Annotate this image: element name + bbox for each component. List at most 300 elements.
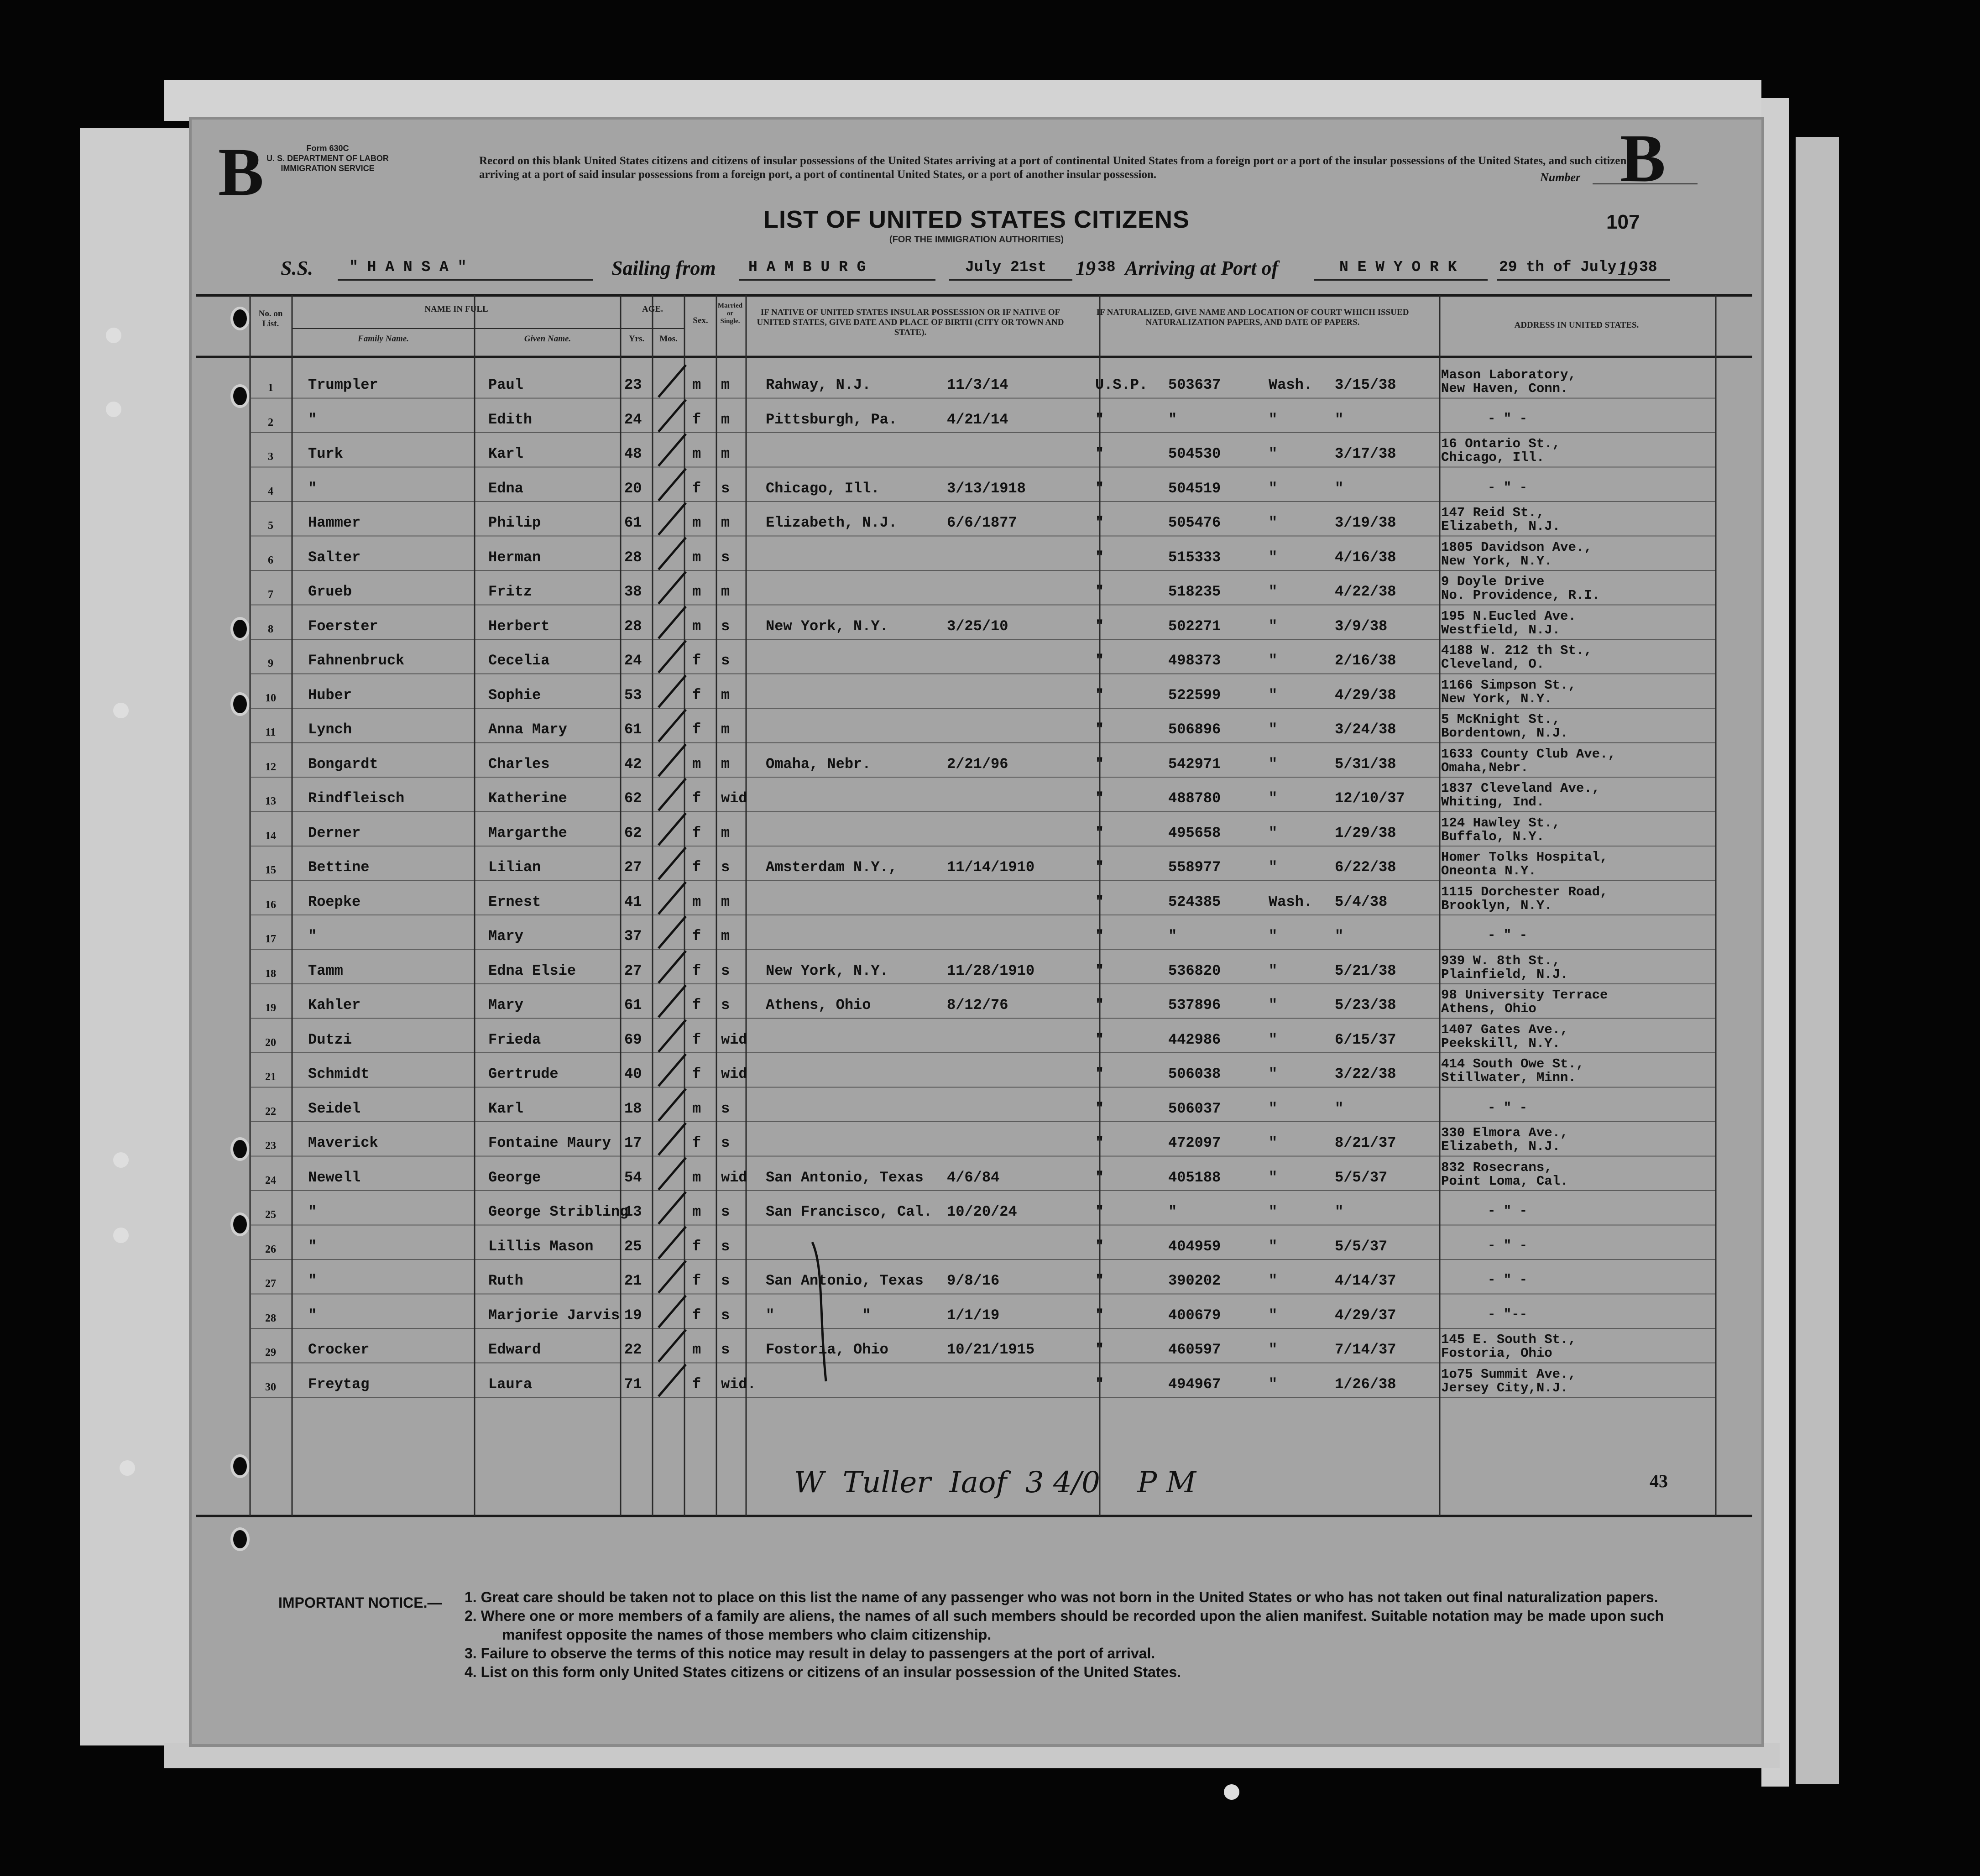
- naturalization-date: 3/17/38: [1335, 445, 1396, 462]
- address-line-1: 330 Elmora Ave.,: [1441, 1125, 1568, 1140]
- row-number: 21: [265, 1071, 276, 1083]
- given-name: Charles: [488, 755, 550, 773]
- family-name: ": [308, 411, 317, 428]
- marital-status: m: [721, 686, 730, 704]
- binder-hole: [120, 1460, 135, 1476]
- court-location: ": [1269, 790, 1278, 807]
- court-location: ": [1269, 445, 1278, 462]
- naturalization-date: 5/31/38: [1335, 755, 1396, 773]
- form-number-text: Form 630C: [306, 144, 349, 153]
- header-given-name: Given Name.: [524, 334, 571, 344]
- court: ": [1095, 686, 1104, 704]
- back-sheet-top: [164, 80, 1761, 121]
- row-number: 13: [265, 795, 276, 807]
- sex: f: [692, 411, 701, 428]
- sailing-date: July 21st: [965, 259, 1047, 276]
- row-number: 19: [265, 1002, 276, 1014]
- naturalization-date: 4/16/38: [1335, 549, 1396, 566]
- punch-hole: [230, 692, 250, 716]
- year-suffix: 38: [1097, 259, 1116, 276]
- court: ": [1095, 997, 1104, 1014]
- marital-status: m: [721, 411, 730, 428]
- court: ": [1095, 549, 1104, 566]
- instructions-text: Record on this blank United States citizens and citizens of insular possessions of the United States arriving at a port of continental United States from a foreign port or a port of the insular possessions of the United States, and such citizens arriving at a port of said insular possessions from a foreign port, a port of continental United States, or a port of another insular possession.: [479, 155, 1631, 181]
- court: ": [1095, 445, 1104, 462]
- birth-date: 10/21/1915: [947, 1341, 1035, 1358]
- address-line-2: - " -: [1488, 1238, 1528, 1253]
- court-location: ": [1269, 962, 1278, 979]
- row-number: 22: [265, 1105, 276, 1118]
- family-name: Turk: [308, 445, 343, 462]
- court-location: Wash.: [1269, 376, 1313, 393]
- binder-hole: [113, 1152, 129, 1168]
- certificate-number: 505476: [1168, 514, 1221, 531]
- birth-place: Fostoria, Ohio: [766, 1341, 888, 1358]
- address-line-1: 832 Rosecrans,: [1441, 1160, 1552, 1175]
- header-age: AGE.: [642, 304, 663, 314]
- marital-status: s: [721, 617, 730, 635]
- court: ": [1095, 824, 1104, 841]
- age-years: 41: [624, 893, 642, 910]
- row-number: 2: [268, 416, 273, 429]
- sex: m: [692, 583, 701, 600]
- court: ": [1095, 1169, 1104, 1186]
- address-line-1: 414 South Owe St.,: [1441, 1056, 1584, 1071]
- address-line-1: 1805 Davidson Ave.,: [1441, 539, 1592, 555]
- row-number: 15: [265, 864, 276, 876]
- court: ": [1095, 893, 1104, 910]
- certificate-number: 522599: [1168, 686, 1221, 704]
- punch-hole: [230, 617, 250, 641]
- certificate-number: 506896: [1168, 721, 1221, 738]
- given-name: Herbert: [488, 617, 550, 635]
- family-name: Dutzi: [308, 1031, 352, 1048]
- certificate-number: 536820: [1168, 962, 1221, 979]
- address-line-2: Oneonta N.Y.: [1441, 863, 1536, 878]
- marital-status: s: [721, 1203, 730, 1220]
- naturalization-date: 5/21/38: [1335, 962, 1396, 979]
- age-years: 19: [624, 1306, 642, 1324]
- certificate-number: 404959: [1168, 1238, 1221, 1255]
- binder-hole: [113, 1228, 129, 1243]
- marital-status: wid: [721, 1066, 747, 1082]
- address-line-2: - "--: [1488, 1306, 1528, 1322]
- binder-hole: [1224, 1784, 1239, 1800]
- notice-item-2a: 2. Where one or more members of a family are aliens, the names of all such members should be recorded upon the alien manifest. Suitable notation may be made upon such: [465, 1608, 1664, 1624]
- birth-place: New York, N.Y.: [766, 962, 888, 979]
- court-location: ": [1269, 1066, 1278, 1082]
- certificate-number: 524385: [1168, 893, 1221, 910]
- naturalization-date: 6/15/37: [1335, 1031, 1396, 1048]
- marital-status: s: [721, 1100, 730, 1117]
- notice-label: IMPORTANT NOTICE.—: [278, 1594, 442, 1611]
- court: U.S.P.: [1095, 376, 1148, 393]
- sailing-underline: [739, 279, 935, 281]
- birth-date: 11/14/1910: [947, 859, 1035, 876]
- marital-status: m: [721, 928, 730, 945]
- row-number: 23: [265, 1140, 276, 1152]
- given-name: Marjorie Jarvis: [488, 1306, 620, 1324]
- age-years: 38: [624, 583, 642, 600]
- naturalization-date: 5/23/38: [1335, 997, 1396, 1014]
- address-line-2: - " -: [1488, 928, 1528, 943]
- certificate-number: 518235: [1168, 583, 1221, 600]
- certificate-number: 515333: [1168, 549, 1221, 566]
- punch-hole: [230, 1454, 250, 1478]
- birth-date: 10/20/24: [947, 1203, 1017, 1220]
- marital-status: s: [721, 1238, 730, 1255]
- naturalization-date: 4/22/38: [1335, 583, 1396, 600]
- family-name: ": [308, 480, 317, 497]
- court-location: ": [1269, 583, 1278, 600]
- court: ": [1095, 859, 1104, 876]
- age-years: 24: [624, 652, 642, 669]
- address-line-1: 124 Hawley St.,: [1441, 815, 1561, 831]
- given-name: Lillis Mason: [488, 1238, 594, 1255]
- family-name: Huber: [308, 686, 352, 704]
- court-location: ": [1269, 721, 1278, 738]
- given-name: Edith: [488, 411, 533, 428]
- sex: f: [692, 480, 701, 497]
- family-name: Derner: [308, 824, 361, 841]
- court-location: ": [1269, 617, 1278, 635]
- marital-status: s: [721, 997, 730, 1014]
- court: ": [1095, 755, 1104, 773]
- age-years: 69: [624, 1031, 642, 1048]
- family-name: Trumpler: [308, 376, 378, 393]
- handwritten-notation: W Tuller Iaof 3 4/0 P M: [794, 1466, 1196, 1500]
- sex: m: [692, 549, 701, 566]
- naturalization-date: 7/14/37: [1335, 1341, 1396, 1358]
- family-name: Bettine: [308, 859, 370, 876]
- naturalization-date: 5/4/38: [1335, 893, 1388, 910]
- sex: f: [692, 1031, 701, 1048]
- header-married-single: Married or Single.: [717, 302, 743, 325]
- arrival-year-prefix: 19: [1618, 257, 1638, 279]
- address-line-2: New Haven, Conn.: [1441, 381, 1568, 396]
- court: ": [1095, 1100, 1104, 1117]
- address-line-2: Point Loma, Cal.: [1441, 1173, 1568, 1189]
- sex: m: [692, 514, 701, 531]
- certificate-number: 472097: [1168, 1134, 1221, 1151]
- certificate-number: 537896: [1168, 997, 1221, 1014]
- family-name: Seidel: [308, 1100, 361, 1117]
- age-years: 27: [624, 962, 642, 979]
- age-years: 25: [624, 1238, 642, 1255]
- marital-status: m: [721, 824, 730, 841]
- naturalization-date: 3/19/38: [1335, 514, 1396, 531]
- birth-date: 3/25/10: [947, 617, 1008, 635]
- court-location: ": [1269, 1306, 1278, 1324]
- address-line-1: 939 W. 8th St.,: [1441, 953, 1561, 968]
- given-name: Karl: [488, 1100, 523, 1117]
- court-location: ": [1269, 480, 1278, 497]
- marital-status: m: [721, 755, 730, 773]
- address-line-2: - " -: [1488, 480, 1528, 495]
- birth-place: Athens, Ohio: [766, 997, 871, 1014]
- naturalization-date: ": [1335, 928, 1344, 945]
- address-line-1: 147 Reid St.,: [1441, 505, 1545, 520]
- given-name: Mary: [488, 928, 523, 945]
- birth-place: Rahway, N.J.: [766, 376, 871, 393]
- marital-status: s: [721, 859, 730, 876]
- court: ": [1095, 1031, 1104, 1048]
- sex: f: [692, 928, 701, 945]
- certificate-number: 460597: [1168, 1341, 1221, 1358]
- court-location: ": [1269, 1169, 1278, 1186]
- court: ": [1095, 411, 1104, 428]
- address-line-1: 16 Ontario St.,: [1441, 436, 1561, 451]
- marital-status: m: [721, 721, 730, 738]
- ship-underline: [338, 279, 593, 281]
- row-number: 11: [265, 726, 276, 738]
- marital-status: s: [721, 652, 730, 669]
- address-line-1: 1837 Cleveland Ave.,: [1441, 781, 1600, 796]
- court-location: ": [1269, 755, 1278, 773]
- given-name: Gertrude: [488, 1066, 559, 1082]
- address-line-1: 1166 Simpson St.,: [1441, 677, 1576, 693]
- sex: f: [692, 652, 701, 669]
- back-sheet-left: [80, 128, 192, 1745]
- age-years: 28: [624, 617, 642, 635]
- family-name: Freytag: [308, 1375, 370, 1393]
- address-line-2: - " -: [1488, 1100, 1528, 1115]
- address-line-1: 145 E. South St.,: [1441, 1332, 1576, 1347]
- court: ": [1095, 1238, 1104, 1255]
- form-number: [255, 143, 401, 173]
- row-number: 17: [265, 933, 276, 945]
- certificate-number: ": [1168, 411, 1177, 428]
- certificate-number: 488780: [1168, 790, 1221, 807]
- age-years: 17: [624, 1134, 642, 1151]
- family-name: ": [308, 1238, 317, 1255]
- address-line-2: - " -: [1488, 1272, 1528, 1287]
- punch-hole: [230, 1527, 250, 1551]
- arrival-port: N E W Y O R K: [1339, 259, 1457, 276]
- address-line-1: 4188 W. 212 th St.,: [1441, 643, 1592, 658]
- row-number: 24: [265, 1174, 276, 1186]
- naturalization-date: 3/24/38: [1335, 721, 1396, 738]
- court-location: ": [1269, 549, 1278, 566]
- department-text: U. S. DEPARTMENT OF LABOR: [266, 154, 389, 163]
- marital-status: wid: [721, 1169, 747, 1186]
- certificate-number: 504519: [1168, 480, 1221, 497]
- court: ": [1095, 1134, 1104, 1151]
- back-sheet-far-right: [1796, 137, 1839, 1784]
- address-line-1: Mason Laboratory,: [1441, 367, 1576, 382]
- family-name: Bongardt: [308, 755, 378, 773]
- birth-place: Amsterdam N.Y.,: [766, 859, 898, 876]
- sex: m: [692, 617, 701, 635]
- row-number: 5: [268, 520, 273, 532]
- certificate-number: ": [1168, 1203, 1177, 1220]
- sex: f: [692, 686, 701, 704]
- age-years: 62: [624, 824, 642, 841]
- court-location: ": [1269, 411, 1278, 428]
- certificate-number: ": [1168, 928, 1177, 945]
- family-name: Rindfleisch: [308, 790, 405, 807]
- address-line-2: No. Providence, R.I.: [1441, 588, 1600, 603]
- page-number: 43: [1650, 1471, 1668, 1491]
- row-number: 6: [268, 554, 273, 566]
- age-years: 24: [624, 411, 642, 428]
- address-line-2: New York, N.Y.: [1441, 553, 1552, 569]
- court-location: Wash.: [1269, 893, 1313, 910]
- family-name: Grueb: [308, 583, 352, 600]
- header-naturalized: IF NATURALIZED, GIVE NAME AND LOCATION OF COURT WHICH ISSUED NATURALIZATION PAPERS, AND DATE OF PAPERS.: [1096, 308, 1409, 327]
- marital-status: s: [721, 962, 730, 979]
- naturalization-date: ": [1335, 411, 1344, 428]
- family-name: Hammer: [308, 514, 361, 531]
- binder-hole: [106, 402, 121, 417]
- row-number: 26: [265, 1243, 276, 1255]
- certificate-number: 504530: [1168, 445, 1221, 462]
- court: ": [1095, 1375, 1104, 1393]
- court-location: ": [1269, 1031, 1278, 1048]
- sex: m: [692, 1100, 701, 1117]
- row-number: 27: [265, 1278, 276, 1290]
- age-years: 20: [624, 480, 642, 497]
- age-years: 37: [624, 928, 642, 945]
- sex: m: [692, 893, 701, 910]
- given-name: Fritz: [488, 583, 533, 600]
- row-number: 12: [265, 761, 276, 773]
- court-location: ": [1269, 1272, 1278, 1289]
- age-years: 61: [624, 514, 642, 531]
- birth-place: San Antonio, Texas: [766, 1272, 924, 1289]
- birth-place: Elizabeth, N.J.: [766, 514, 898, 531]
- birth-date: 9/8/16: [947, 1272, 1000, 1289]
- birth-date: 6/6/1877: [947, 514, 1017, 531]
- court: ": [1095, 583, 1104, 600]
- sailing-port: H A M B U R G: [748, 259, 866, 276]
- birth-date: 2/21/96: [947, 755, 1008, 773]
- court-location: ": [1269, 1203, 1278, 1220]
- naturalization-date: 6/22/38: [1335, 859, 1396, 876]
- sex: f: [692, 1066, 701, 1082]
- court-location: ": [1269, 1100, 1278, 1117]
- birth-place: Pittsburgh, Pa.: [766, 411, 898, 428]
- certificate-number: 405188: [1168, 1169, 1221, 1186]
- marital-status: s: [721, 1341, 730, 1358]
- number-label: Number: [1540, 171, 1581, 184]
- back-sheet-right: [1761, 98, 1789, 1787]
- given-name: Mary: [488, 997, 523, 1014]
- naturalization-date: ": [1335, 1100, 1344, 1117]
- age-years: 40: [624, 1066, 642, 1082]
- certificate-number: 506037: [1168, 1100, 1221, 1117]
- manifest-page: [192, 120, 1761, 1744]
- certificate-number: 495658: [1168, 824, 1221, 841]
- given-name: Edward: [488, 1341, 541, 1358]
- sex: m: [692, 1169, 701, 1186]
- birth-date: 11/3/14: [947, 376, 1008, 393]
- given-name: Edna Elsie: [488, 962, 576, 979]
- marital-status: m: [721, 893, 730, 910]
- row-number: 16: [265, 899, 276, 911]
- age-years: 18: [624, 1100, 642, 1117]
- naturalization-date: 4/29/37: [1335, 1306, 1396, 1324]
- naturalization-date: 5/5/37: [1335, 1169, 1388, 1186]
- family-name: Lynch: [308, 721, 352, 738]
- address-line-1: Homer Tolks Hospital,: [1441, 850, 1608, 865]
- birth-date: 4/21/14: [947, 411, 1008, 428]
- arrival-year-suffix: 38: [1639, 259, 1657, 276]
- marital-status: m: [721, 376, 730, 393]
- naturalization-date: 1/29/38: [1335, 824, 1396, 841]
- family-name: Kahler: [308, 997, 361, 1014]
- address-line-2: Stillwater, Minn.: [1441, 1070, 1576, 1085]
- given-name: Herman: [488, 549, 541, 566]
- naturalization-date: 3/15/38: [1335, 376, 1396, 393]
- naturalization-date: 8/21/37: [1335, 1134, 1396, 1151]
- address-line-2: - " -: [1488, 411, 1528, 426]
- birth-date: 3/13/1918: [947, 480, 1026, 497]
- birth-date: 4/6/84: [947, 1169, 1000, 1186]
- arriving-label: Arriving at Port of: [1125, 257, 1279, 279]
- given-name: Margarthe: [488, 824, 567, 841]
- sex: m: [692, 445, 701, 462]
- given-name: George: [488, 1169, 541, 1186]
- age-years: 27: [624, 859, 642, 876]
- naturalization-date: 2/16/38: [1335, 652, 1396, 669]
- naturalization-date: 4/14/37: [1335, 1272, 1396, 1289]
- court-location: ": [1269, 1341, 1278, 1358]
- address-line-1: 1633 County Club Ave.,: [1441, 746, 1616, 762]
- page-subtitle: (FOR THE IMMIGRATION AUTHORITIES): [889, 235, 1064, 245]
- birth-place: Omaha, Nebr.: [766, 755, 871, 773]
- birth-date: 8/12/76: [947, 997, 1008, 1014]
- address-line-2: Cleveland, O.: [1441, 657, 1545, 672]
- address-line-2: Brooklyn, N.Y.: [1441, 898, 1552, 913]
- address-line-2: Chicago, Ill.: [1441, 450, 1545, 465]
- marital-status: s: [721, 1272, 730, 1289]
- sailing-date-underline: [949, 279, 1072, 281]
- court-location: ": [1269, 859, 1278, 876]
- address-line-1: 9 Doyle Drive: [1441, 574, 1545, 589]
- court: ": [1095, 1341, 1104, 1358]
- birth-date: 11/28/1910: [947, 962, 1035, 979]
- birth-place: San Francisco, Cal.: [766, 1203, 932, 1220]
- address-line-2: Bordentown, N.J.: [1441, 726, 1568, 741]
- family-name: Foerster: [308, 617, 378, 635]
- given-name: Karl: [488, 445, 523, 462]
- given-name: George Stribling: [488, 1203, 629, 1220]
- row-number: 7: [268, 589, 273, 601]
- address-line-2: - " -: [1488, 1203, 1528, 1218]
- age-years: 13: [624, 1203, 642, 1220]
- header-birth: IF NATIVE OF UNITED STATES INSULAR POSSESSION OR IF NATIVE OF UNITED STATES, GIVE DATE AND PLACE OF BIRTH (CITY OR TOWN AND STATE).: [757, 308, 1064, 337]
- court: ": [1095, 1066, 1104, 1082]
- address-line-2: Peekskill, N.Y.: [1441, 1035, 1561, 1051]
- header-family-name: Family Name.: [358, 334, 409, 344]
- court-location: ": [1269, 1375, 1278, 1393]
- family-name: ": [308, 1203, 317, 1220]
- age-years: 42: [624, 755, 642, 773]
- sex: f: [692, 1306, 701, 1324]
- row-number: 10: [265, 692, 276, 704]
- address-line-1: 98 University Terrace: [1441, 988, 1608, 1003]
- age-years: 53: [624, 686, 642, 704]
- address-line-2: Plainfield, N.J.: [1441, 967, 1568, 982]
- family-name: Salter: [308, 549, 361, 566]
- row-number: 14: [265, 830, 276, 842]
- marital-status: m: [721, 583, 730, 600]
- certificate-number: 494967: [1168, 1375, 1221, 1393]
- court: ": [1095, 790, 1104, 807]
- marital-status: m: [721, 514, 730, 531]
- row-number: 1: [268, 382, 273, 394]
